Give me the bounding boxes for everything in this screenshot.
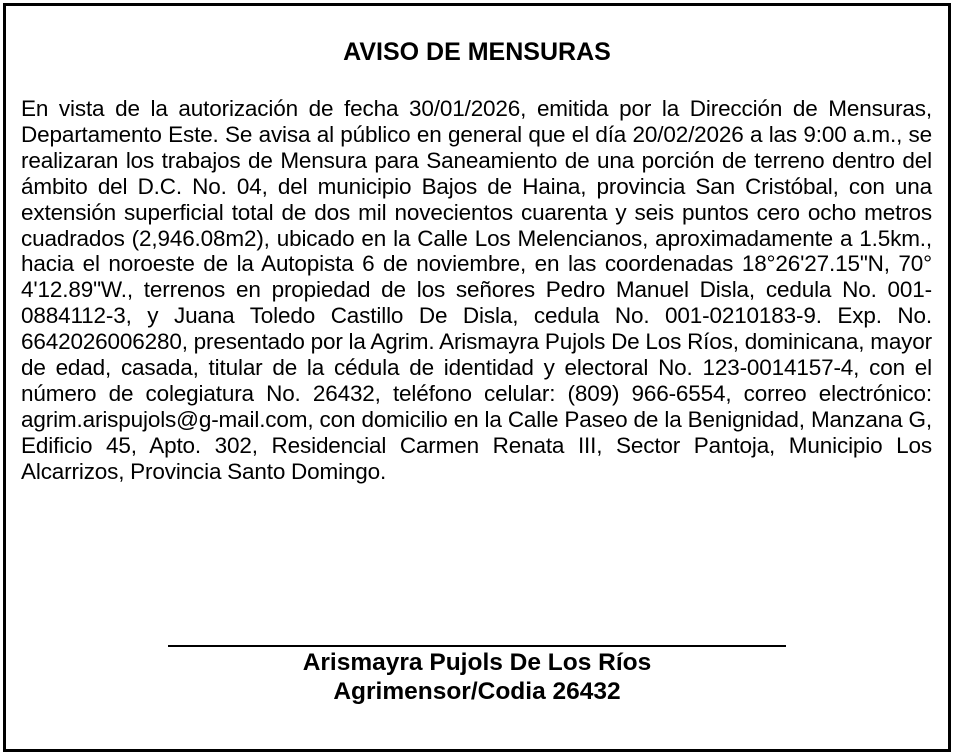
signature-line bbox=[168, 645, 786, 647]
signature-name: Arismayra Pujols De Los Ríos bbox=[302, 649, 652, 676]
notice-body: En vista de la autorización de fecha 30/01/2026, emitida por la Dirección de Mensuras, Departamento Este. Se avisa al público en general que el día 20/02/2026 a las 9:00 a.m., se realizaran los trabajos de Mensura para Saneamiento de una porción de terreno dentro del ámbito del D.C. No. 04, del municipio Bajos de Haina, provincia San Cristóbal, con una extensión superficial total de dos mil novecientos cuarenta y seis puntos cero ocho metros cuadrados (2,946.08m2), ubicado en la Calle Los Melencianos, aproximadamente a 1.5km., hacia el noroeste de la Autopista 6 de noviembre, en las coordenadas 18°26'27.15"N, 70° 4'12.89"W., terrenos en propiedad de los señores Pedro Manuel Disla, cedula No. 001-0884112-3, y Juana Toledo Castillo De Disla, cedula No. 001-0210183-9. Exp. No. 6642026006280, presentado por la Agrim. Arismayra Pujols De Los Ríos, dominicana, mayor de edad, casada, titular de la cédula de identidad y electoral No. 123-0014157-4, con el número de colegiatura No. 26432, teléfono celular: (809) 966-6554, correo electrónico: agrim.arispujols@g-mail.com, con domicilio en la Calle Paseo de la Benignidad, Manzana G, Edificio 45, Apto. 302, Residencial Carmen Renata III, Sector Pantoja, Municipio Los Alcarrizos, Provincia Santo Domingo. bbox=[21, 96, 932, 484]
signature-role: Agrimensor/Codia 26432 bbox=[333, 678, 621, 705]
notice-title: AVISO DE MENSURAS bbox=[343, 38, 611, 66]
notice-frame bbox=[3, 3, 951, 752]
